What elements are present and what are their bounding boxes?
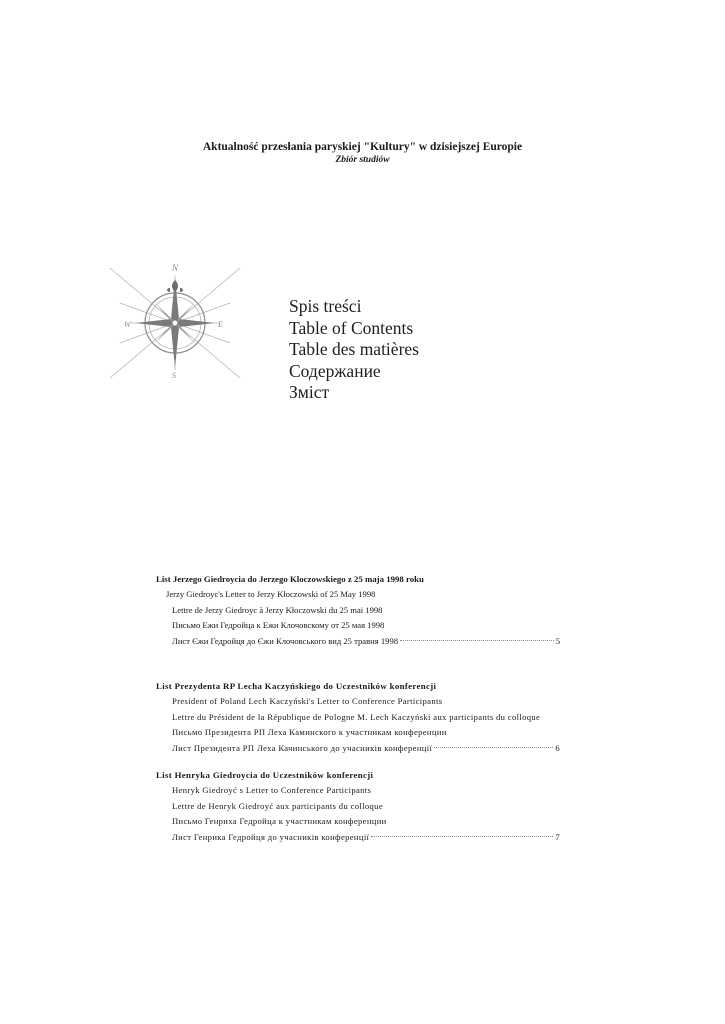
page-number: 7 — [555, 831, 560, 842]
entry-line-french: Lettre de Henryk Giedroyć aux participants du colloque — [172, 800, 383, 811]
entry-line-ukrainian-text: Лист Президента РП Леха Качинського до учасників конференції — [172, 742, 433, 753]
compass-rose-icon — [100, 258, 250, 388]
toc-entry-henryk-letter[interactable] — [156, 768, 560, 845]
entry-line-english: President of Poland Lech Kaczyński's Letter to Conference Participants — [172, 696, 443, 706]
compass-west-label: W — [124, 320, 131, 329]
entry-line-russian: Письмо Ежи Гедройца к Ежи Клочовскому от 25 мая 1998 — [172, 620, 385, 630]
entry-line-ukrainian — [156, 634, 560, 650]
toc-title-ukrainian: Зміст — [289, 382, 330, 402]
entry-heading: List Prezydenta RP Lecha Kaczyńskiego do Uczestników konferencji — [156, 681, 437, 691]
compass-south-label: S — [172, 371, 176, 380]
toc-titles — [289, 296, 419, 404]
toc-title-russian: Содержание — [289, 360, 381, 381]
document-title: Aktualność przesłania paryskiej "Kultury" w dzisiejszej Europie — [202, 141, 523, 153]
toc-entry-president-letter[interactable] — [156, 679, 560, 756]
entry-heading: List Jerzego Giedroycia do Jerzego Kloczowskiego z 25 maja 1998 roku — [156, 574, 424, 584]
toc-title-french: Table des matières — [289, 339, 419, 359]
table-of-contents — [156, 572, 560, 845]
toc-entry-giedroyc-letter[interactable] — [156, 572, 560, 649]
dot-leader — [371, 836, 553, 837]
entry-line-english: Jerzy Giedroyc's Letter to Jerzy Kłoczowski of 25 May 1998 — [166, 589, 376, 599]
entry-line-ukrainian-text: Лист Єжи Гедройця до Єжи Клочовського вид 25 травня 1998 — [172, 635, 399, 646]
entry-line-russian: Письмо Генриха Гедройца к участникам конференции — [172, 816, 387, 826]
entry-heading: List Henryka Giedroycia do Uczestników konferencji — [156, 770, 374, 780]
compass-north-label: N — [172, 263, 179, 273]
entry-line-french: Lettre de Jerzy Giedroyc à Jerzy Kłoczowski du 25 mai 1998 — [172, 604, 383, 615]
entry-line-ukrainian — [156, 830, 560, 846]
entry-line-russian: Письмо Президента РП Леха Каминского к участникам конференции — [172, 727, 447, 737]
toc-title-english: Table of Contents — [289, 317, 414, 338]
entry-line-french: Lettre du Président de la République de Pologne M. Lech Kaczyński aux participants du colloque — [172, 711, 541, 722]
toc-title-polish: Spis treści — [289, 296, 362, 316]
dot-leader — [434, 747, 553, 748]
page-number: 5 — [555, 635, 560, 646]
entry-line-ukrainian-text: Лист Генрика Гедройця до учасників конференції — [172, 831, 370, 842]
compass-east-label: E — [218, 320, 223, 329]
document-subtitle: Zbiór studiów — [335, 155, 390, 165]
entry-line-ukrainian — [156, 741, 560, 757]
dot-leader — [400, 640, 554, 641]
page-number: 6 — [555, 742, 560, 753]
entry-line-english: Henryk Giedroyć s Letter to Conference Participants — [172, 785, 372, 795]
